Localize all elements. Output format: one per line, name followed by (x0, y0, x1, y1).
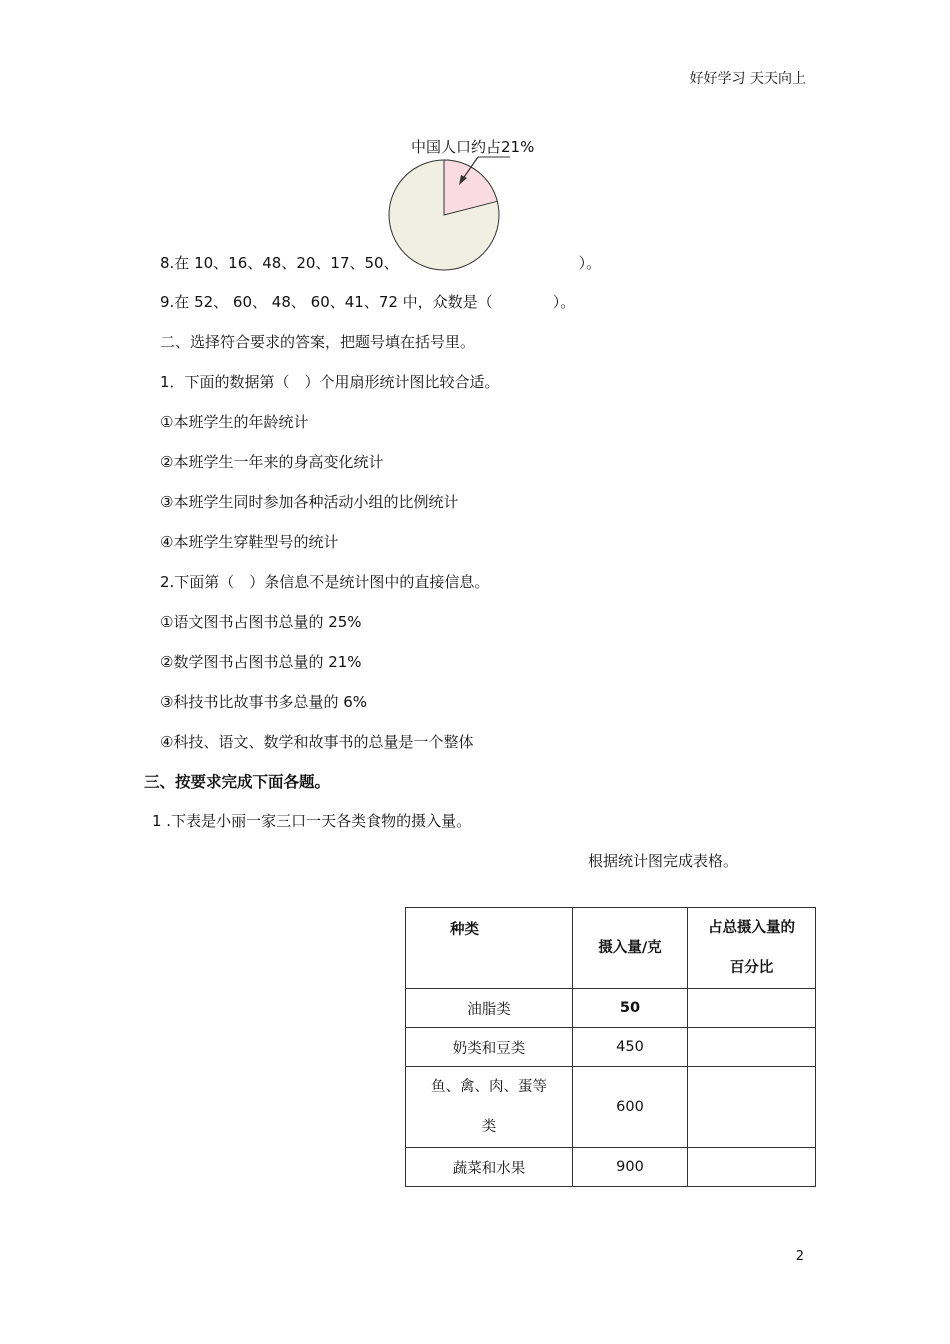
q9-suffix: ）。 (552, 293, 576, 311)
page-header-motto: 好好学习 天天向上 (689, 71, 806, 87)
section-2-title: 二、选择符合要求的答案，把题号填在括号里。 (160, 333, 476, 351)
cell-percent[interactable] (688, 989, 816, 1028)
s2-q1-stem: 1．下面的数据第（ ）个用扇形统计图比较合适。 (160, 373, 500, 391)
cell-amount: 450 (573, 1028, 688, 1067)
cell-amount: 600 (573, 1067, 688, 1148)
s2-q2-stem: 2.下面第（ ）条信息不是统计图中的直接信息。 (160, 573, 490, 591)
cell-category: 鱼、禽、肉、蛋等 类 (406, 1067, 573, 1148)
s2-q1-option: ④本班学生穿鞋型号的统计 (160, 533, 339, 551)
cell-category: 奶类和豆类 (406, 1028, 573, 1067)
table-row (406, 1067, 816, 1148)
question-8 (160, 252, 601, 273)
cell-amount: 900 (573, 1148, 688, 1187)
cell-percent[interactable] (688, 1148, 816, 1187)
cell-category: 油脂类 (406, 989, 573, 1028)
cell-category: 蔬菜和水果 (406, 1148, 573, 1187)
cell-percent[interactable] (688, 1067, 816, 1148)
food-intake-table (405, 907, 816, 1187)
q8-suffix: ）。 (578, 254, 602, 272)
header-category: 种类 (406, 908, 573, 989)
s2-q2-option: ③科技书比故事书多总量的 6% (160, 693, 368, 711)
s2-q1-option: ③本班学生同时参加各种活动小组的比例统计 (160, 493, 459, 511)
cell-amount: 50 (573, 989, 688, 1028)
s3-note: 根据统计图完成表格。 (588, 852, 739, 870)
page-number: 2 (795, 1249, 804, 1264)
s3-q1-text: 1 .下表是小丽一家三口一天各类食物的摄入量。 (152, 812, 472, 830)
s2-q1-option: ①本班学生的年龄统计 (160, 413, 309, 431)
question-9 (160, 291, 575, 312)
s2-q1-option: ②本班学生一年来的身高变化统计 (160, 453, 384, 471)
table-row (406, 989, 816, 1028)
q9-text: 9.在 52、 60、 48、 60、41、72 中，众数是（ (160, 293, 493, 311)
s2-q2-option: ①语文图书占图书总量的 25% (160, 613, 362, 631)
s2-q2-option: ②数学图书占图书总量的 21% (160, 653, 362, 671)
cell-percent[interactable] (688, 1028, 816, 1067)
table-row (406, 1148, 816, 1187)
q8-prefix: 8.在 10、16、48、20、17、50、 (160, 254, 399, 272)
header-percent: 占总摄入量的 百分比 (688, 908, 816, 989)
header-amount: 摄入量/克 (573, 908, 688, 989)
s2-q2-option: ④科技、语文、数学和故事书的总量是一个整体 (160, 733, 474, 751)
table-header-row (406, 908, 816, 989)
table-row (406, 1028, 816, 1067)
section-3-title: 三、按要求完成下面各题。 (144, 773, 331, 791)
pie-label: 中国人口约占21% (411, 138, 535, 156)
